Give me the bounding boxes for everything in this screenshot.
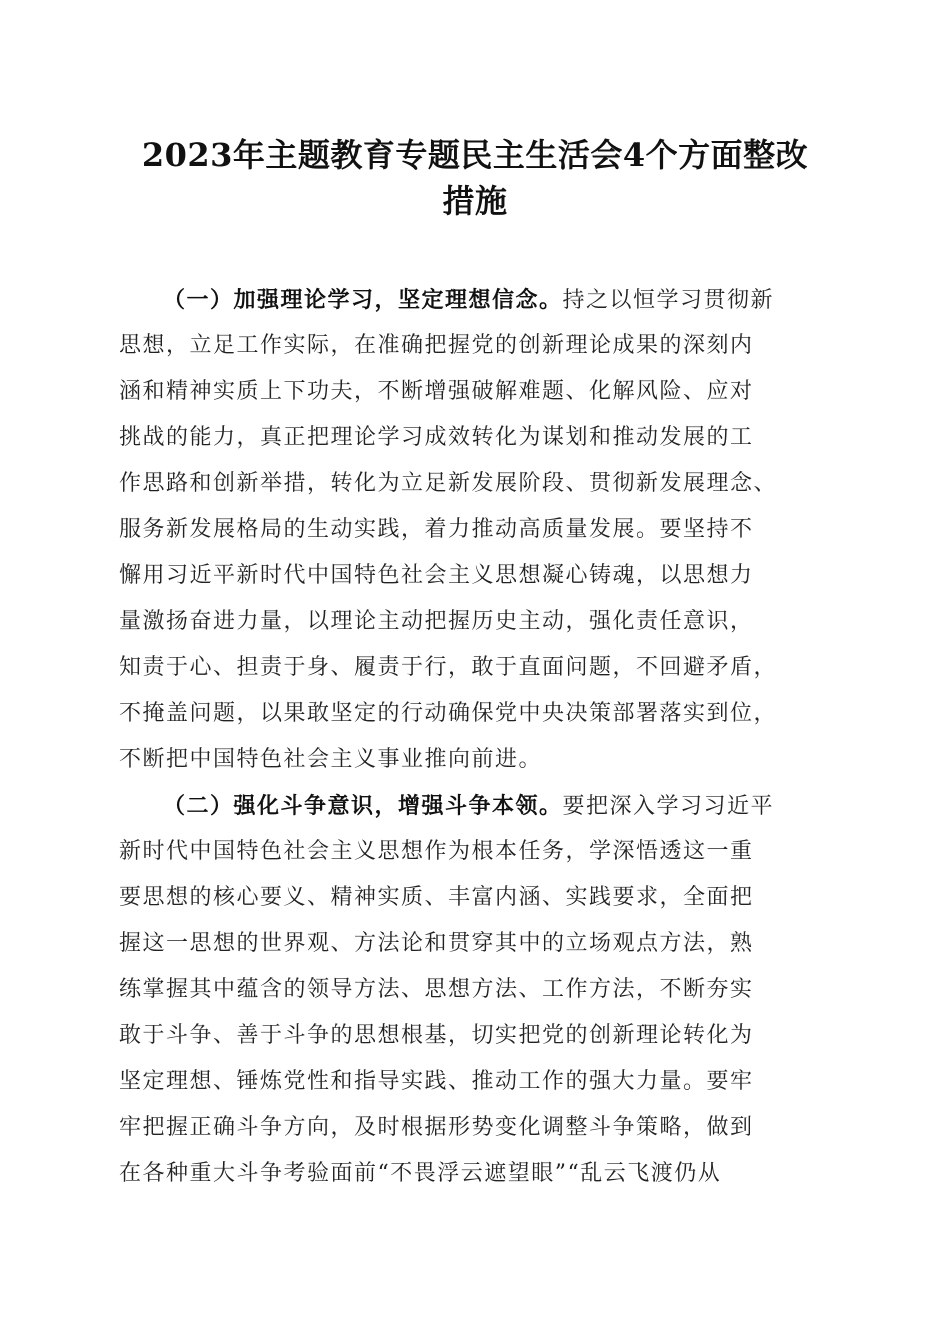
paragraph-line: 懈用习近平新时代中国特色社会主义思想凝心铸魂，以思想力 (119, 563, 754, 588)
title-line: 措施 (442, 182, 508, 220)
paragraph-line: 思想，立足工作实际，在准确把握党的创新理论成果的深刻内 (119, 333, 754, 358)
paragraph-line: 知责于心、担责于身、履责于行，敢于直面问题，不回避矛盾， (119, 655, 778, 680)
section-1 (119, 277, 839, 783)
paragraph-line: 不断把中国特色社会主义事业推向前进。 (119, 747, 543, 772)
paragraph-line: 坚定理想、锤炼党性和指导实践、推动工作的强大力量。要牢 (119, 1069, 754, 1094)
paragraph-line: 牢把握正确斗争方向，及时根据形势变化调整斗争策略，做到 (119, 1115, 754, 1140)
paragraph-line: 新时代中国特色社会主义思想作为根本任务，学深悟透这一重 (119, 839, 754, 864)
paragraph-text: 持之以恒学习贯彻新 (562, 288, 775, 313)
paragraph-first-line (119, 277, 839, 323)
paragraph-line: 挑战的能力，真正把理论学习成效转化为谋划和推动发展的工 (119, 425, 754, 450)
paragraph-line: 服务新发展格局的生动实践，着力推动高质量发展。要坚持不 (119, 517, 754, 542)
paragraph-line: 在各种重大斗争考验面前“不畏浮云遮望眼”“乱云飞渡仍从 (119, 1161, 722, 1186)
section-heading: （一）加强理论学习，坚定理想信念。 (163, 287, 563, 313)
paragraph-line: 敢于斗争、善于斗争的思想根基，切实把党的创新理论转化为 (119, 1023, 754, 1048)
paragraph-first-line (119, 783, 839, 829)
paragraph-line: 涵和精神实质上下功夫，不断增强破解难题、化解风险、应对 (119, 379, 754, 404)
paragraph-line: 不掩盖问题，以果敢坚定的行动确保党中央决策部署落实到位， (119, 701, 778, 726)
section-2 (119, 783, 839, 1197)
paragraph-line: 量激扬奋进力量，以理论主动把握历史主动，强化责任意识， (119, 609, 754, 634)
paragraph-line: 握这一思想的世界观、方法论和贯穿其中的立场观点方法，熟 (119, 931, 754, 956)
paragraph-line: 要思想的核心要义、精神实质、丰富内涵、实践要求，全面把 (119, 885, 754, 910)
paragraph-line: 作思路和创新举措，转化为立足新发展阶段、贯彻新发展理念、 (119, 471, 778, 496)
document-body (119, 277, 839, 1197)
section-heading: （二）强化斗争意识，增强斗争本领。 (163, 793, 563, 819)
paragraph-line: 练掌握其中蕴含的领导方法、思想方法、工作方法，不断夯实 (119, 977, 754, 1002)
document-title (80, 132, 870, 224)
title-line: 2023年主题教育专题民主生活会4个方面整改 (141, 136, 809, 174)
paragraph-text: 要把深入学习习近平 (562, 794, 775, 819)
